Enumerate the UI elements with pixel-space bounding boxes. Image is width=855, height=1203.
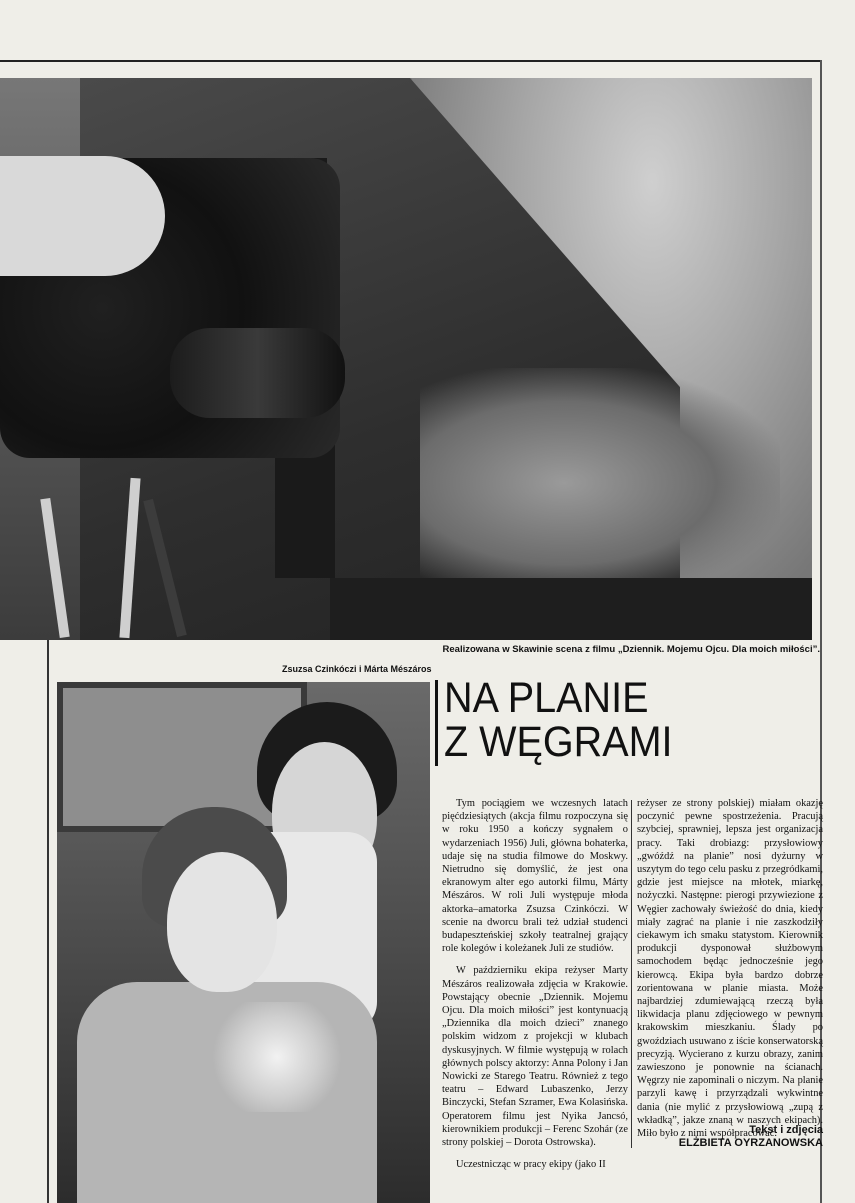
- girl-face: [167, 852, 277, 992]
- byline-author: ELŻBIETA OYRZANOWSKA: [678, 1137, 823, 1149]
- title-bar: [435, 680, 438, 766]
- title-line-1: NA PLANIE: [444, 674, 649, 722]
- waving-passengers: [420, 368, 780, 598]
- paragraph: Uczestnicząc w pracy ekipy (jako II: [456, 1159, 606, 1171]
- tripod-leg: [40, 498, 69, 638]
- portrait-photo: [57, 682, 430, 1203]
- left-rule: [47, 640, 49, 1203]
- byline: [637, 1124, 823, 1150]
- column-divider: [631, 800, 632, 1148]
- top-rule: [0, 60, 822, 62]
- title-line-2: Z WĘGRAMI: [444, 718, 673, 766]
- paragraph: Tym pociągiem we wczesnych latach pięćdziesiątych (akcja filmu rozpoczyna się w roku 1950 a kończy sygnałem o wydarzeniach 1956) Juli, główna bohaterka, udaje się na studia filmowe do Moskwy. Nietrudno się domyślić, że jest ona ekranowym alter ego autorki filmu, Márty Mészáros. W roli Juli występuje młoda aktorka–amatorka Zsuzsa Czinkóczi. W scenie na dworcu brali też udział studenci budapeszteńskiej szkoły teatralnej grający role kolegów i koleżanek Juli ze studiów.: [442, 798, 628, 955]
- paragraph: W październiku ekipa reżyser Marty Mészáros realizowała zdjęcia w Krakowie. Powstający obecnie „Dziennik. Mojemu Ojcu. Dla moich miłości” jest kontynuacją „Dziennika dla moich dzieci” znanego polskim widzom z projekcji w klubach dyskusyjnych. W filmie występują w rolach głównych polscy aktorzy: Anna Polony i Jan Nowicki ze Starego Teatru. Również z tego teatru – Edward Lubaszenko, Jerzy Binczycki, Stefan Szramer, Ewa Kolasińska. Operatorem filmu jest Nyika Jancsó, kierownikiem produkcji – Ferenc Szohár (ze strony polskiej – Dorota Ostrowska).: [442, 965, 628, 1149]
- article-column-1: [442, 797, 628, 1171]
- article-title: [444, 676, 784, 764]
- byline-label: Tekst i zdjęcia: [749, 1124, 823, 1136]
- train-scene-photo: [0, 78, 812, 640]
- camera-lens: [170, 328, 345, 418]
- train-photo-caption: Realizowana w Skawinie scena z filmu „Dziennik. Mojemu Ojcu. Dla moich miłości”.: [442, 644, 820, 655]
- article-column-2: [637, 797, 823, 1140]
- paragraph: reżyser ze strony polskiej) miałam okazję poczynić pewne spostrzeżenia. Pracują szybciej, sprawniej, lepsza jest organizacja pracy. Taki drobiazg: przysłowiowy „gwóźdź na planie” nosi dyżurny w uszytym do tego celu pasku z przegródkami, gdzie jest miejsce na młotek, miarkę, nożyczki. Następne: pierogi przywiezione z Węgier zachowały świeżość do dnia, kiedy miały zagrać na planie i nie zaszkodziły ciekawym ich smaku statystom. Kierownik produkcji dysponował służbowym samochodem będąc jednocześnie jego kierowcą. Ekipa była bardzo dobrze zorientowana w planie miasta. Może najbardziej zdumiewającą rzeczą była likwidacja planu zdjęciowego w pewnym krakowskim mieszkaniu. Ślady po gwoździach usuwano z iście konserwatorską precyzją. Wycierano z kurzu obrazy, zanim zawieszono je ponownie na ścianach. Węgrzy nie zapominali o niczym. Na planie parzyli kawę i przyrządzali wykwintne dania (nie mylić z przysłowiową „zupą z wkładką”, jakze znaną w naszych ekipach). Miło było z nimi współpracować.: [637, 798, 823, 1140]
- camera-hood: [0, 156, 165, 276]
- flower-bouquet: [207, 1002, 347, 1112]
- crowd-foreground: [330, 578, 812, 640]
- portrait-photo-caption: Zsuzsa Czinkóczi i Márta Mészáros: [282, 664, 432, 674]
